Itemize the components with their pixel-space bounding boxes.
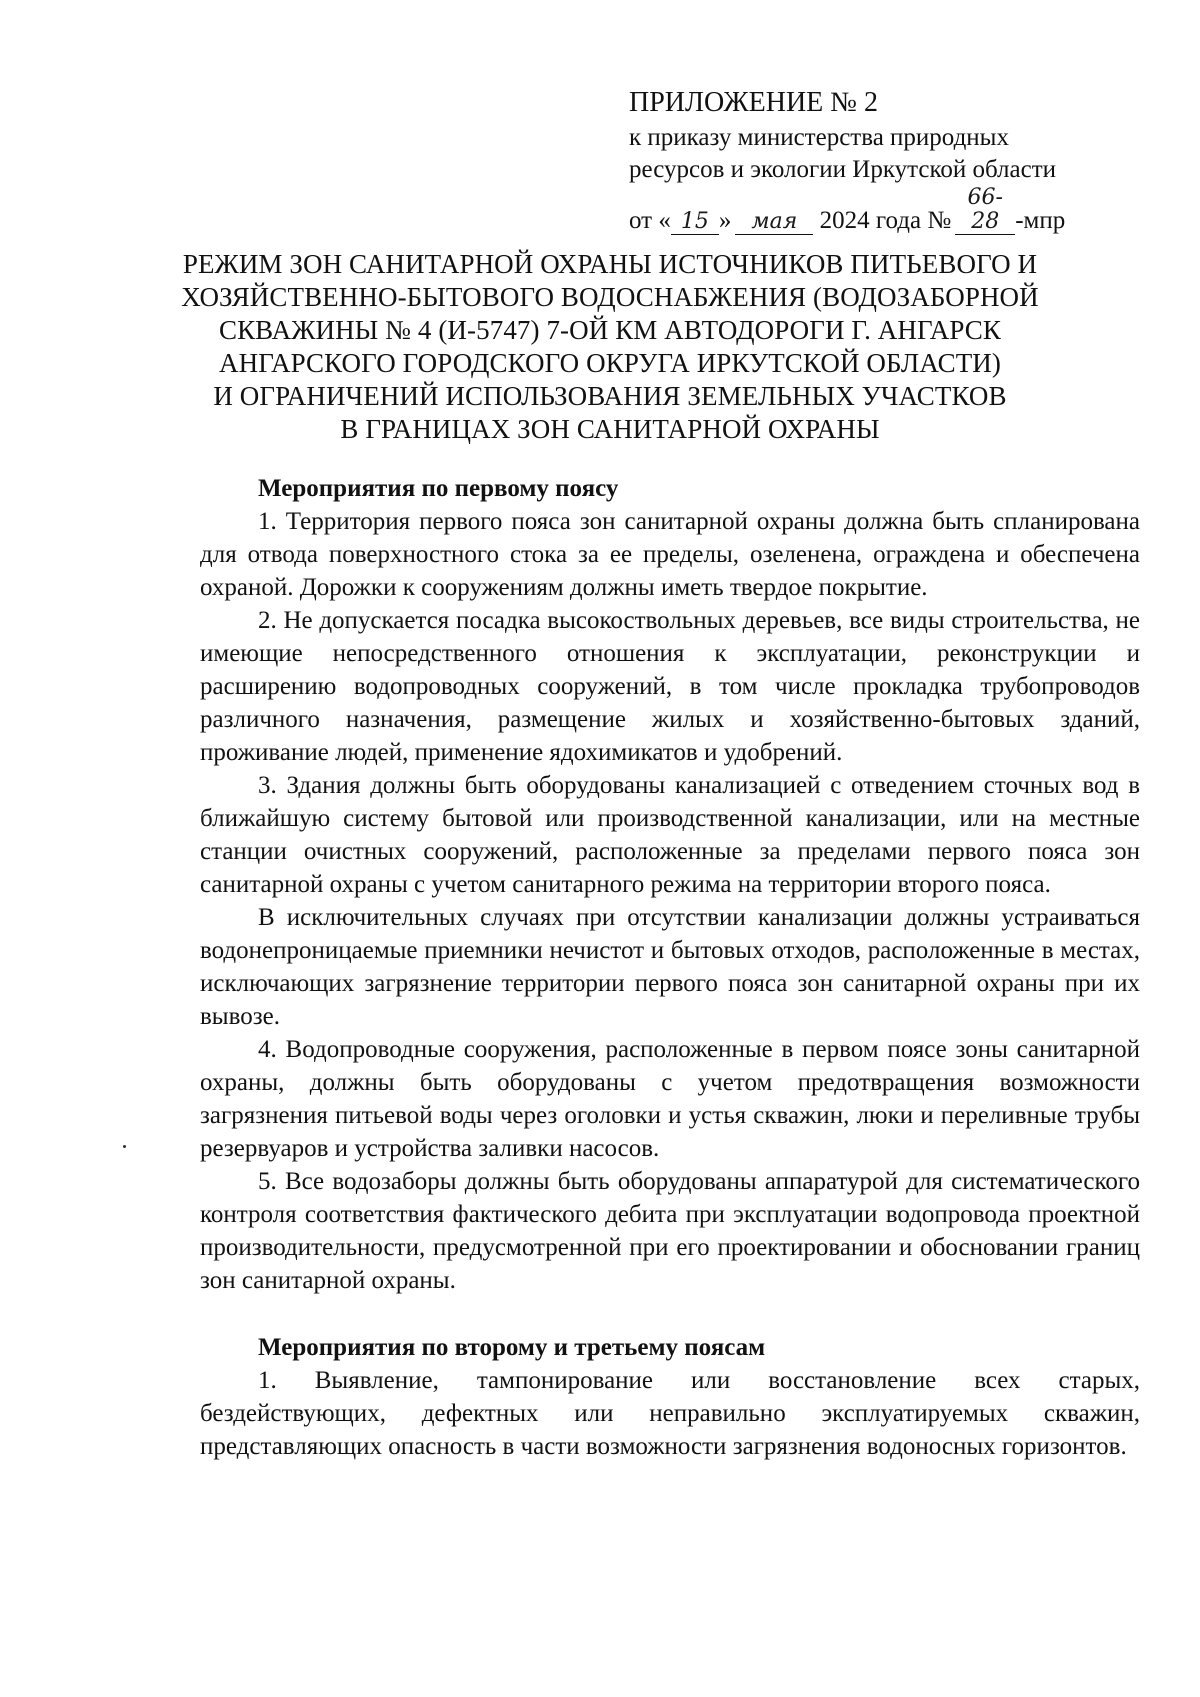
date-month-handwritten: мая xyxy=(735,210,813,235)
date-year-text: 2024 года № xyxy=(819,207,952,234)
heading-line: В ГРАНИЦАХ ЗОН САНИТАРНОЙ ОХРАНЫ xyxy=(340,414,880,444)
heading-line: СКВАЖИНЫ № 4 (И-5747) 7-ОЙ КМ АВТОДОРОГИ Г. АНГАРСК xyxy=(218,315,1002,345)
section-1-title: Мероприятия по первому поясу xyxy=(258,475,619,502)
appendix-line-1: к приказу министерства природных xyxy=(629,124,1009,151)
heading-line: АНГАРСКОГО ГОРОДСКОГО ОКРУГА ИРКУТСКОЙ ОБЛАСТИ) xyxy=(219,348,1001,378)
section-1-paragraph: 2. Не допускается посадка высокоствольных деревьев, все виды строительства, не имеющие непосредственного отношения к эксплуатации, реконструкции и расширению водопроводных сооружений, в том числе прокладка трубопроводов различного назначения, размещение жилых и хозяйственно-бытовых зданий, проживание людей, применение ядохимикатов и удобрений. xyxy=(200,607,1140,766)
appendix-title: ПРИЛОЖЕНИЕ № 2 xyxy=(629,87,878,118)
date-quote-close: » xyxy=(718,207,732,234)
order-number-handwritten: 66-28 xyxy=(955,186,1015,235)
section-1-paragraph: 5. Все водозаборы должны быть оборудованы аппаратурой для систематического контроля соответствия фактического дебита при эксплуатации водопровода проектной производительности, предусмотренной при его проектировании и обосновании границ зон санитарной охраны. xyxy=(200,1168,1140,1294)
document-heading xyxy=(180,248,1040,446)
section-1-paragraph: В исключительных случаях при отсутствии канализации должны устраиваться водонепроницаемые приемники нечистот и бытовых отходов, расположенные в местах, исключающих загрязнение территории первого пояса зон санитарной охраны при их вывозе. xyxy=(200,904,1140,1030)
order-suffix: -мпр xyxy=(1015,207,1066,234)
appendix-line-2: ресурсов и экологии Иркутской области xyxy=(629,156,1057,183)
section-1-paragraph: 4. Водопроводные сооружения, расположенные в первом поясе зоны санитарной охраны, должны быть оборудованы с учетом предотвращения возможности загрязнения питьевой воды через оголовки и устья скважин, люки и переливные трубы резервуаров и устройства заливки насосов. xyxy=(200,1036,1140,1162)
section-2-paragraph: 1. Выявление, тампонирование или восстановление всех старых, бездействующих, дефектных или неправильно эксплуатируемых скважин, представляющих опасность в части возможности загрязнения водоносных горизонтов. xyxy=(200,1367,1140,1460)
heading-line: РЕЖИМ ЗОН САНИТАРНОЙ ОХРАНЫ ИСТОЧНИКОВ ПИТЬЕВОГО И xyxy=(182,249,1038,279)
appendix-block xyxy=(629,86,1065,237)
section-1-paragraph: 3. Здания должны быть оборудованы канализацией с отведением сточных вод в ближайшую систему бытовой или производственной канализации, или на местные станции очистных сооружений, расположенные за пределами первого пояса зон санитарной охраны с учетом санитарного режима на территории второго пояса. xyxy=(200,772,1140,898)
document-body xyxy=(200,472,1140,1463)
heading-line: ХОЗЯЙСТВЕННО-БЫТОВОГО ВОДОСНАБЖЕНИЯ (ВОДОЗАБОРНОЙ xyxy=(181,282,1039,312)
section-2-title: Мероприятия по второму и третьему поясам xyxy=(258,1334,766,1361)
date-prefix: от « xyxy=(629,207,671,234)
section-spacer xyxy=(200,1297,1140,1331)
appendix-date-line xyxy=(629,186,1065,237)
section-1-paragraph: 1. Территория первого пояса зон санитарной охраны должна быть спланирована для отвода поверхностного стока за ее пределы, озеленена, ограждена и обеспечена охраной. Дорожки к сооружениям должны иметь твердое покрытие. xyxy=(200,508,1140,601)
scan-speck xyxy=(123,1145,126,1148)
date-day-handwritten: 15 xyxy=(671,210,719,235)
heading-line: И ОГРАНИЧЕНИЙ ИСПОЛЬЗОВАНИЯ ЗЕМЕЛЬНЫХ УЧАСТКОВ xyxy=(213,381,1007,411)
